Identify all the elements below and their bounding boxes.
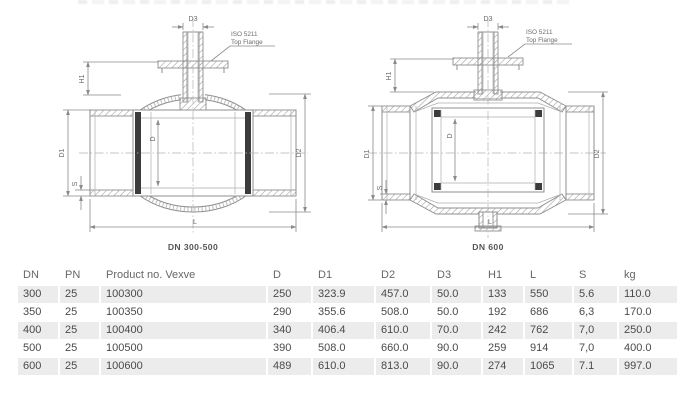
column-header: kg xyxy=(624,269,636,281)
table-cell: 340 xyxy=(268,322,311,339)
table-cell: 290 xyxy=(273,306,292,318)
table-cell: 25 xyxy=(65,342,78,354)
table-cell: 133 xyxy=(483,286,523,303)
table-cell: 7.1 xyxy=(574,358,617,375)
table-cell: 1065 xyxy=(525,358,572,375)
column-header: D xyxy=(273,269,281,281)
cropped-text-artifact xyxy=(78,0,573,4)
table-cell: 489 xyxy=(268,358,311,375)
table-row xyxy=(18,358,677,375)
table-cell: 192 xyxy=(488,306,507,318)
column-header: PN xyxy=(65,269,81,281)
table-cell: 350 xyxy=(23,306,42,318)
table-cell: 25 xyxy=(60,286,99,303)
table-cell: 323.9 xyxy=(313,286,374,303)
column-header: H1 xyxy=(488,269,503,281)
dim-label-d: D xyxy=(447,133,454,139)
table-row xyxy=(18,304,677,321)
dim-label-d: D xyxy=(150,136,157,142)
valve-drawing-dn600 xyxy=(360,6,610,258)
dimension-h1 xyxy=(79,62,158,95)
table-cell: 100400 xyxy=(101,322,266,339)
table-cell: 274 xyxy=(483,358,523,375)
table-cell: 7,0 xyxy=(579,342,595,354)
table-cell: 100600 xyxy=(101,358,266,375)
table-cell: 355.6 xyxy=(318,306,346,318)
dim-label-h1: H1 xyxy=(386,71,393,81)
iso-5211-callout xyxy=(508,29,572,57)
table-cell: 550 xyxy=(525,286,572,303)
table-cell: 914 xyxy=(530,342,549,354)
table-row xyxy=(18,322,677,339)
column-header: Product no. Vexve xyxy=(106,269,196,281)
table-cell: 610.0 xyxy=(313,358,374,375)
table-cell: 762 xyxy=(525,322,572,339)
table-cell: 50.0 xyxy=(432,286,481,303)
table-cell: 170.0 xyxy=(624,306,652,318)
table-cell: 406.4 xyxy=(313,322,374,339)
table-cell: 259 xyxy=(488,342,507,354)
dim-label-d1: D1 xyxy=(59,148,66,158)
dim-label-s: S xyxy=(72,181,79,187)
table-cell: 90.0 xyxy=(437,342,459,354)
dim-label-h1: H1 xyxy=(79,74,86,84)
table-cell: 813.0 xyxy=(376,358,430,375)
dim-label-d3: D3 xyxy=(188,16,198,23)
column-header: D2 xyxy=(381,269,396,281)
dim-label-d1: D1 xyxy=(364,149,371,159)
table-cell: 500 xyxy=(23,342,42,354)
iso-label-line1: ISO 5211 xyxy=(526,29,553,36)
table-cell: 660.0 xyxy=(381,342,409,354)
iso-label-line2: Top Flange xyxy=(526,37,558,44)
table-cell: 610.0 xyxy=(376,322,430,339)
table-cell: 100500 xyxy=(106,342,143,354)
iso-5211-callout xyxy=(211,31,275,61)
pipe-end-right xyxy=(253,110,296,196)
column-header: D3 xyxy=(437,269,452,281)
column-header: L xyxy=(530,269,537,281)
dim-label-l: L xyxy=(488,219,492,226)
table-cell: 110.0 xyxy=(619,286,677,303)
column-header: DN xyxy=(23,269,39,281)
table-cell: 5.6 xyxy=(574,286,617,303)
table-row xyxy=(18,340,677,357)
dimension-s xyxy=(72,176,90,210)
table-body xyxy=(18,286,677,375)
table-cell: 70.0 xyxy=(432,322,481,339)
table-cell: 457.0 xyxy=(376,286,430,303)
drawing-caption: DN 300-500 xyxy=(167,242,219,252)
dimension-h1 xyxy=(386,59,453,92)
table-cell: 6,3 xyxy=(579,306,595,318)
table-cell: 100300 xyxy=(101,286,266,303)
table-cell: 300 xyxy=(18,286,58,303)
table-cell: 250.0 xyxy=(619,322,677,339)
table-cell: 400.0 xyxy=(624,342,652,354)
dim-label-l: L xyxy=(193,219,197,226)
table-cell: 508.0 xyxy=(381,306,409,318)
table-cell: 508.0 xyxy=(318,342,346,354)
table-cell: 90.0 xyxy=(432,358,481,375)
table-cell: 25 xyxy=(65,306,78,318)
table-cell: 400 xyxy=(18,322,58,339)
drawing-caption: DN 600 xyxy=(472,242,504,252)
table-cell: 686 xyxy=(530,306,549,318)
table-cell: 7,0 xyxy=(574,322,617,339)
table-head-row xyxy=(18,266,677,285)
table-cell: 100350 xyxy=(106,306,143,318)
iso-label-line2: Top Flange xyxy=(231,39,263,46)
valve-drawing-dn300-500 xyxy=(55,6,320,258)
column-header: S xyxy=(579,269,587,281)
table-cell: 390 xyxy=(273,342,292,354)
table-cell: 997.0 xyxy=(619,358,677,375)
table-cell: 25 xyxy=(60,322,99,339)
column-header: D1 xyxy=(318,269,333,281)
table-cell: 25 xyxy=(60,358,99,375)
table-cell: 50.0 xyxy=(437,306,459,318)
table-cell: 600 xyxy=(18,358,58,375)
table-cell: 242 xyxy=(483,322,523,339)
table-cell: 250 xyxy=(268,286,311,303)
dim-label-d2: D2 xyxy=(594,149,601,159)
dimension-table xyxy=(16,265,679,376)
iso-label-line1: ISO 5211 xyxy=(231,31,258,38)
dim-label-d3: D3 xyxy=(483,16,493,23)
table-row xyxy=(18,286,677,303)
dim-label-d2: D2 xyxy=(296,148,303,158)
dim-label-s: S xyxy=(377,185,384,191)
